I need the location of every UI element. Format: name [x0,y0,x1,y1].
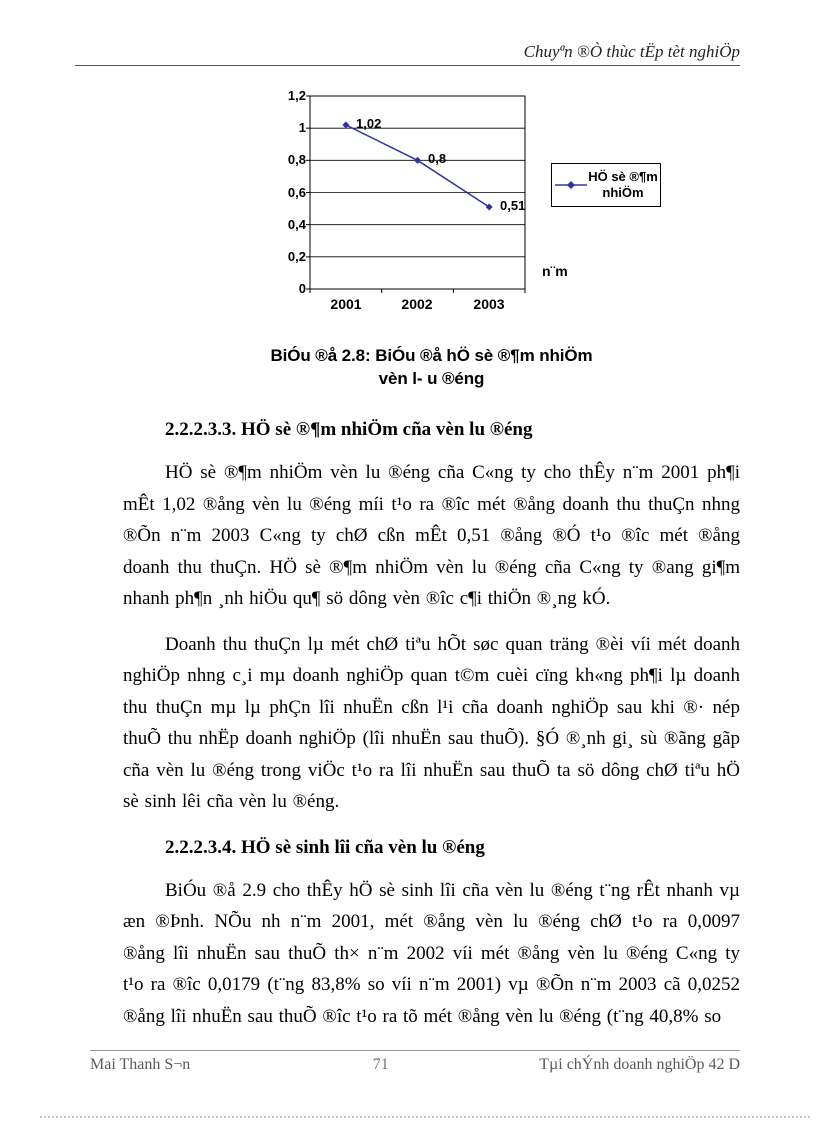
legend-label: HÖ sè ®¶m nhiÖm [588,169,658,200]
footer-course: Tµi chÝnh doanh nghiÖp 42 D [539,1056,740,1073]
text-line: mÊt 1,02 ®ång vèn lu ®éng míi t¹o ra ®îc mét ®ång doanh thu thuÇn nhng [123,493,740,515]
text-line: cña vèn lu ®éng trong viÖc t¹o ra lîi nhuËn sau thuÕ ta sö dông chØ tiªu hÖ [123,759,740,781]
text-line: ®ång lîi nhuËn sau thuÕ th× n¨m 2002 víi mét ®ång vèn lu ®éng C«ng ty [123,942,740,964]
text-line: thu thuÇn mµ lµ phÇn lîi nhuËn cßn l¹i cña doanh nghiÖp sau khi ®· nép [123,696,740,718]
data-point-label: 0,8 [428,151,447,166]
text-line: æn ®Þnh. NÕu nh n¨m 2001, mét ®ång vèn lu ®éng chØ t¹o ra 0,0097 [123,911,740,932]
text-line: sè sinh lêi cña vèn lu ®éng. [123,791,340,812]
text-line: nhanh ph¶n ¸nh hiÖu qu¶ sö dông vèn ®îc c¶i thiÖn ®¸ng kÓ. [123,588,611,609]
x-axis-tick-label: 2002 [401,296,433,312]
paragraph [123,457,740,615]
footer-author: Mai Thanh S¬n [90,1056,191,1073]
page-bottom-dotted-rule [40,1116,810,1118]
legend-box [551,163,661,207]
paragraph [123,875,740,1033]
data-point-label: 0,51 [500,198,526,213]
text-line: ®ång lîi nhuËn sau thuÕ ®îc t¹o ra tõ mét ®ång vèn lu ®éng (t¨ng 40,8% so [123,1005,722,1027]
data-point-label: 1,02 [356,116,382,131]
x-axis-tick-label: 2001 [330,296,362,312]
text-line: ®Õn n¨m 2003 C«ng ty chØ cßn mÊt 0,51 ®ång ®Ó t¹o ®îc mét ®ång [123,525,740,546]
text-line: nghiÖp nhng c¸i mµ doanh nghiÖp quan t©m cuèi cïng kh«ng ph¶i lµ doanh [123,665,740,686]
chart-caption-line: BiÓu ®å 2.8: BiÓu ®å hÖ sè ®¶m nhiÖm [270,346,593,365]
text-line: BiÓu ®å 2.9 cho thÊy hÖ sè sinh lîi cña vèn lu ®éng t¨ng rÊt nhanh vµ [165,879,740,901]
y-axis-tick-label: 0,2 [287,249,306,264]
legend-marker-icon [554,179,588,191]
footer-page-number: 71 [372,1056,389,1073]
paragraph [123,629,740,818]
chart-caption [123,344,740,390]
y-axis-tick-label: 1,2 [287,88,306,103]
chart-plot [280,91,530,303]
legend-diamond [567,181,575,189]
chart [280,88,660,328]
y-axis-tick-label: 0,6 [287,185,306,200]
section-heading: 2.2.2.3.3. HÖ sè ®¶m nhiÖm cña vèn lu ®éng [165,419,533,440]
y-axis-tick-label: 0,4 [287,217,306,232]
section-heading: 2.2.2.3.4. HÖ sè sinh lîi cña vèn lu ®éng [165,836,485,858]
text-line: Doanh thu thuÇn lµ mét chØ tiªu hÕt søc quan träng ®èi víi mét doanh [165,633,740,655]
text-line: t¹o ra ®îc 0,0179 (t¨ng 83,8% so víi n¨m 2001) vµ ®Õn n¨m 2003 cã 0,0252 [123,974,740,995]
y-axis-tick-label: 0 [298,281,306,296]
chart-caption-line: vèn l- u ®éng [378,369,485,388]
x-axis-label: n¨m [542,263,568,279]
text-line: HÖ sè ®¶m nhiÖm vèn lu ®éng cña C«ng ty cho thÊy n¨m 2001 ph¶i [165,462,740,483]
y-axis-tick-label: 1 [298,120,306,135]
page-header: Chuyªn ®Ò thùc tËp tèt nghiÖp [75,42,740,66]
y-axis-tick-label: 0,8 [287,152,306,167]
page-footer [90,1050,740,1074]
text-line: thuÕ thu nhËp doanh nghiÖp (lîi nhuËn sau thuÕ). §Ó ®¸nh gi¸ sù ®ãng gãp [123,728,740,749]
x-axis-tick-label: 2003 [473,296,505,312]
text-line: doanh thu thuÇn. HÖ sè ®¶m nhiÖm vèn lu ®éng cña C«ng ty ®ang gi¶m [123,556,740,578]
